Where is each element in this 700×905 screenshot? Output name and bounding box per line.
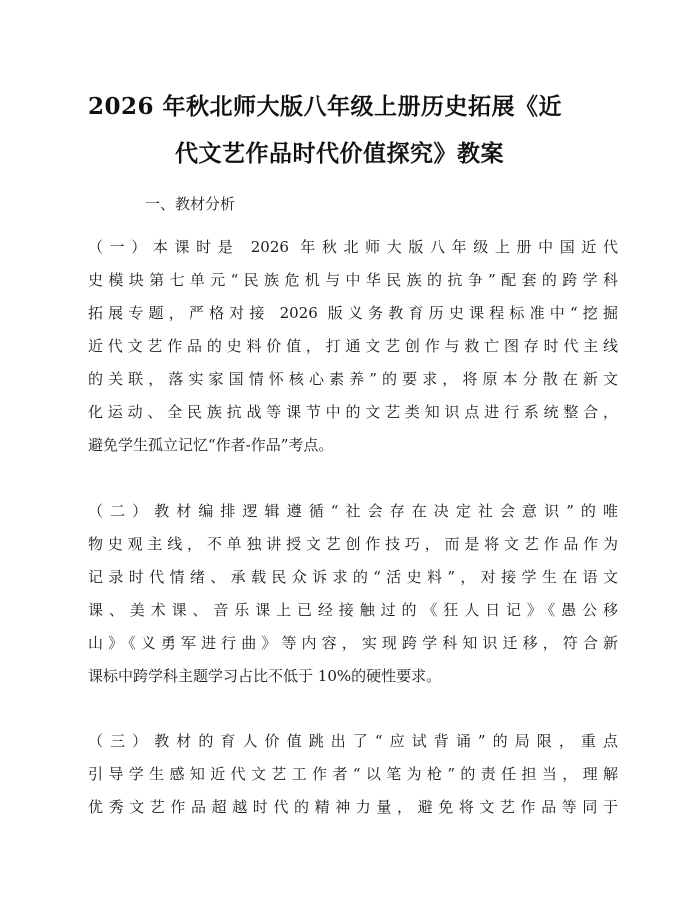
paragraph-line: 的关联，落实家国情怀核心素养”的要求，将原本分散在新文 xyxy=(88,370,618,388)
document-title-line-2: 代文艺作品时代价值探究》教案 xyxy=(175,140,504,167)
paragraph-line: （一）本课时是 2026 年秋北师大版八年级上册中国近代 xyxy=(88,238,618,256)
paragraph-line: 避免学生孤立记忆“作者-作品”考点。 xyxy=(88,436,334,454)
paragraph-3 xyxy=(88,725,618,824)
paragraph-line: 课、美术课、音乐课上已经接触过的《狂人日记》《愚公移 xyxy=(88,601,618,619)
paragraph-line: （三）教材的育人价值跳出了“应试背诵”的局限，重点 xyxy=(88,732,618,750)
paragraph-line: 课标中跨学科主题学习占比不低于 10%的硬性要求。 xyxy=(88,667,442,685)
section-heading: 一、教材分析 xyxy=(145,195,236,213)
paragraph-line: 记录时代情绪、承载民众诉求的“活史料”，对接学生在语文 xyxy=(88,568,618,586)
paragraph-line: 拓展专题，严格对接 2026 版义务教育历史课程标准中“挖掘 xyxy=(88,304,618,322)
paragraph-line: 引导学生感知近代文艺工作者“以笔为枪”的责任担当，理解 xyxy=(88,765,618,783)
paragraph-line: 山》《义勇军进行曲》等内容，实现跨学科知识迁移，符合新 xyxy=(88,634,618,652)
paragraph-line: 优秀文艺作品超越时代的精神力量，避免将文艺作品等同于 xyxy=(88,798,618,816)
paragraph-line: 史模块第七单元“民族危机与中华民族的抗争”配套的跨学科 xyxy=(88,271,618,289)
paragraph-1 xyxy=(88,231,618,462)
paragraph-line: 近代文艺作品的史料价值，打通文艺创作与救亡图存时代主线 xyxy=(88,337,618,355)
paragraph-line: 物史观主线，不单独讲授文艺创作技巧，而是将文艺作品作为 xyxy=(88,535,618,553)
document-title-line-1: 2026 年秋北师大版八年级上册历史拓展《近 xyxy=(88,93,563,120)
paragraph-2 xyxy=(88,495,618,693)
paragraph-line: （二）教材编排逻辑遵循“社会存在决定社会意识”的唯 xyxy=(88,502,618,520)
paragraph-line: 化运动、全民族抗战等课节中的文艺类知识点进行系统整合， xyxy=(88,403,618,421)
